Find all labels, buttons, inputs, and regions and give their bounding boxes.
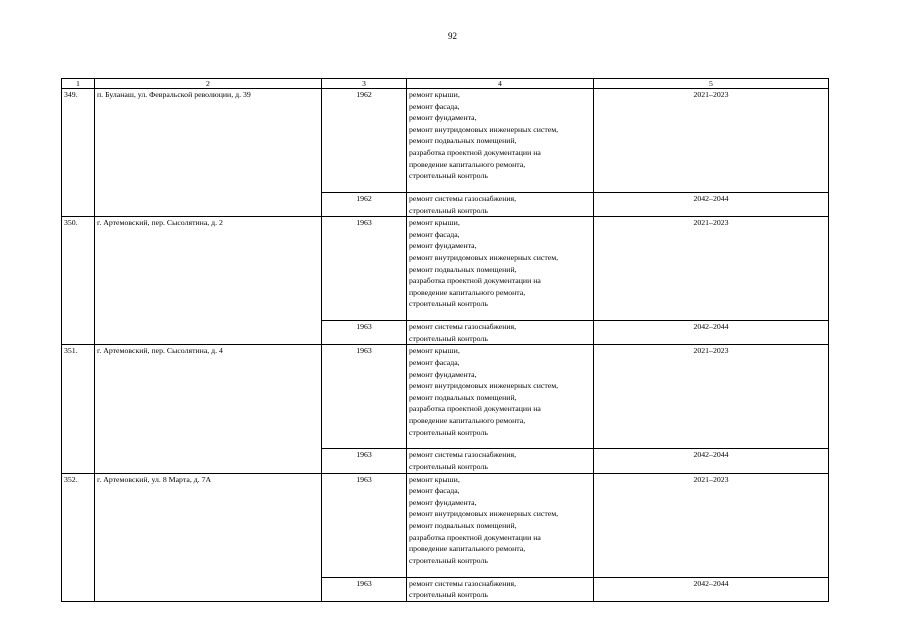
work-item: ремонт крыши, xyxy=(409,346,460,356)
commission-year: 1963 xyxy=(322,577,407,601)
work-item: проведение капитального ремонта, xyxy=(409,544,526,554)
work-item: ремонт фундамента, xyxy=(409,369,477,379)
work-item: ремонт фасада, xyxy=(409,486,460,496)
repair-period: 2021–2023 xyxy=(594,345,829,449)
repair-period: 2021–2023 xyxy=(594,217,829,321)
work-item: строительный контроль xyxy=(409,205,488,215)
repair-period: 2042–2044 xyxy=(594,321,829,345)
work-item: ремонт фундамента, xyxy=(409,113,477,123)
page-number: 92 xyxy=(448,31,457,41)
works-list xyxy=(407,89,594,193)
work-item: ремонт подвальных помещений, xyxy=(409,264,517,274)
repair-schedule-table xyxy=(61,78,829,602)
work-item: строительный контроль xyxy=(409,427,488,437)
work-item: строительный контроль xyxy=(409,333,488,343)
table-row xyxy=(62,473,829,577)
commission-year: 1962 xyxy=(322,89,407,193)
work-item: ремонт внутридомовых инженерных систем, xyxy=(409,252,559,262)
work-item: проведение капитального ремонта, xyxy=(409,415,526,425)
entry-address: п. Буланаш, ул. Февральской революции, д. 39 xyxy=(95,89,322,217)
column-number-3: 3 xyxy=(322,79,407,89)
repair-period: 2042–2044 xyxy=(594,193,829,217)
repair-period: 2021–2023 xyxy=(594,473,829,577)
work-item: проведение капитального ремонта, xyxy=(409,159,526,169)
works-list xyxy=(407,217,594,321)
entry-number: 351. xyxy=(62,345,95,473)
work-item: разработка проектной документации на xyxy=(409,147,541,157)
column-number-4: 4 xyxy=(407,79,594,89)
commission-year: 1963 xyxy=(322,217,407,321)
work-item: строительный контроль xyxy=(409,299,488,309)
commission-year: 1963 xyxy=(322,449,407,473)
work-item: ремонт подвальных помещений, xyxy=(409,392,517,402)
work-item: ремонт внутридомовых инженерных систем, xyxy=(409,124,559,134)
column-number-2: 2 xyxy=(95,79,322,89)
work-item: ремонт подвальных помещений, xyxy=(409,136,517,146)
work-item: ремонт фасада, xyxy=(409,101,460,111)
work-item: ремонт фасада, xyxy=(409,357,460,367)
work-item: ремонт внутридомовых инженерных систем, xyxy=(409,381,559,391)
commission-year: 1963 xyxy=(322,345,407,449)
work-item: ремонт системы газоснабжения, xyxy=(409,578,517,588)
table-row xyxy=(62,217,829,321)
entry-number: 352. xyxy=(62,473,95,601)
entry-address: г. Артемовский, пер. Сысолятина, д. 2 xyxy=(95,217,322,345)
work-item: ремонт фасада, xyxy=(409,229,460,239)
work-item: разработка проектной документации на xyxy=(409,276,541,286)
repair-period: 2042–2044 xyxy=(594,449,829,473)
works-list xyxy=(407,193,594,217)
work-item: ремонт фундамента, xyxy=(409,497,477,507)
work-item: ремонт крыши, xyxy=(409,90,460,99)
work-item: ремонт крыши, xyxy=(409,474,460,484)
works-list xyxy=(407,577,594,601)
work-item: разработка проектной документации на xyxy=(409,532,541,542)
table-row xyxy=(62,345,829,449)
entry-address: г. Артемовский, ул. 8 Марта, д. 7А xyxy=(95,473,322,601)
commission-year: 1962 xyxy=(322,193,407,217)
entry-number: 349. xyxy=(62,89,95,217)
entry-address: г. Артемовский, пер. Сысолятина, д. 4 xyxy=(95,345,322,473)
work-item: ремонт фундамента, xyxy=(409,241,477,251)
work-item: ремонт системы газоснабжения, xyxy=(409,450,517,460)
work-item: ремонт крыши, xyxy=(409,218,460,228)
column-number-5: 5 xyxy=(594,79,829,89)
work-item: ремонт подвальных помещений, xyxy=(409,520,517,530)
repair-period: 2042–2044 xyxy=(594,577,829,601)
work-item: ремонт системы газоснабжения, xyxy=(409,322,517,332)
works-list xyxy=(407,345,594,449)
commission-year: 1963 xyxy=(322,321,407,345)
works-list xyxy=(407,473,594,577)
column-number-1: 1 xyxy=(62,79,95,89)
repair-period: 2021–2023 xyxy=(594,89,829,193)
work-item: разработка проектной документации на xyxy=(409,404,541,414)
table-row xyxy=(62,89,829,193)
table-body xyxy=(62,79,829,602)
work-item: ремонт системы газоснабжения, xyxy=(409,194,517,203)
work-item: строительный контроль xyxy=(409,461,488,471)
entry-number: 350. xyxy=(62,217,95,345)
commission-year: 1963 xyxy=(322,473,407,577)
column-number-row xyxy=(62,79,829,89)
work-item: строительный контроль xyxy=(409,590,488,600)
works-list xyxy=(407,449,594,473)
work-item: проведение капитального ремонта, xyxy=(409,287,526,297)
work-item: ремонт внутридомовых инженерных систем, xyxy=(409,509,559,519)
works-list xyxy=(407,321,594,345)
work-item: строительный контроль xyxy=(409,555,488,565)
work-item: строительный контроль xyxy=(409,171,488,181)
